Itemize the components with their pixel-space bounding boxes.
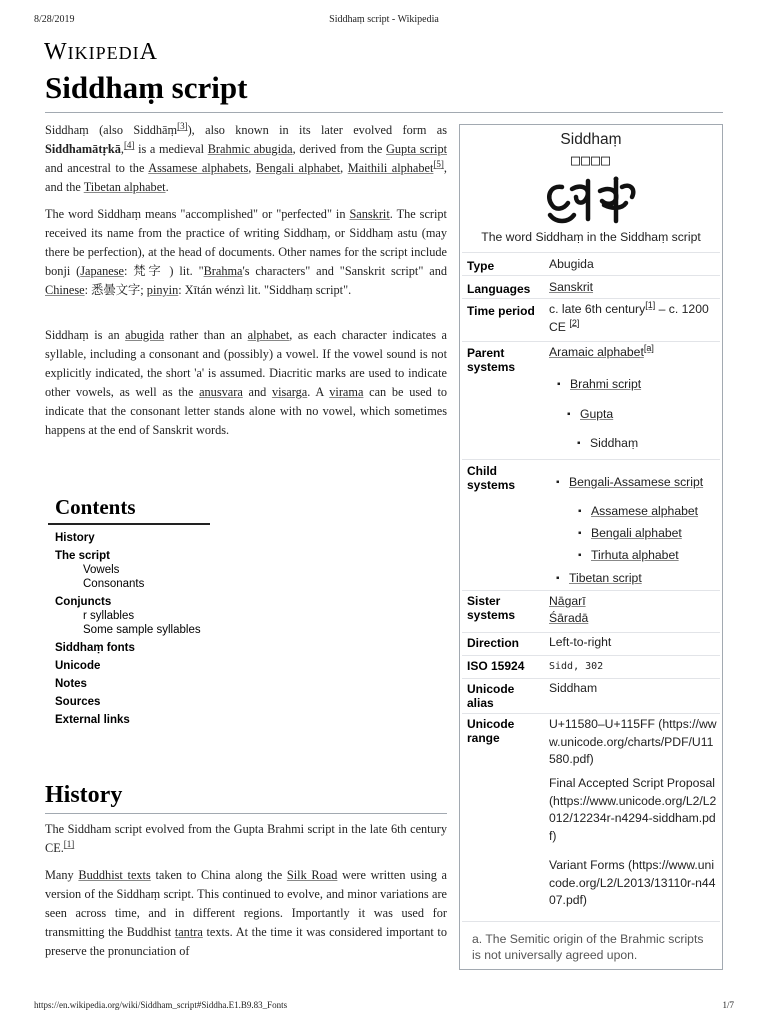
infobox-row-unicode-alias: [462, 678, 720, 713]
text: is a medieval: [134, 142, 208, 156]
text: , as each character indicates a syllable, including a consonant and (possibly) a vowel. If the vowel sound is not explicitly indicated, the short 'a' is assumed. Diacritic marks are used to indicate other vowels, as well as the: [45, 328, 447, 399]
link-brahmic-abugida[interactable]: Brahmic abugida: [207, 142, 293, 156]
text: texts. At the time it was considered important to preserve the pronunciation of: [45, 925, 447, 958]
infobox-row-child-systems: [462, 459, 720, 590]
text: and: [242, 385, 272, 399]
sister-sarada[interactable]: Śāradā: [549, 611, 589, 625]
toc-item-external-links[interactable]: External links: [55, 714, 130, 726]
infobox-row-direction: [462, 632, 720, 655]
table-of-contents: [48, 486, 213, 726]
text: The word Siddhaṃ means "accomplished" or "perfected" in: [45, 207, 350, 221]
note-text: The Semitic origin of the Brahmic scripts is not universally agreed upon.: [472, 932, 704, 962]
parent-systems-label: Parent systems: [467, 346, 516, 374]
text: c. late 6th century: [549, 302, 646, 316]
link-tibetan-alphabet[interactable]: Tibetan alphabet: [83, 180, 166, 194]
citation-1[interactable]: [1]: [63, 838, 75, 849]
link-assamese-alphabets[interactable]: Assamese alphabets: [148, 161, 249, 175]
citation-3[interactable]: [3]: [177, 120, 188, 131]
infobox-row-iso: [462, 655, 720, 678]
iso-value: Sidd, 302: [549, 661, 604, 672]
time-period-label: Time period: [467, 304, 535, 318]
intro-paragraph-2: [45, 205, 447, 300]
print-date: 8/28/2019: [34, 14, 75, 25]
text: ,: [248, 161, 256, 175]
link-aramaic-alphabet[interactable]: Aramaic alphabet: [549, 345, 644, 359]
history-heading: History: [45, 782, 123, 808]
child-assamese-alphabet[interactable]: ▪ Assamese alphabet: [591, 503, 698, 519]
link-anusvara[interactable]: anusvara: [199, 385, 243, 399]
logo-first: W: [44, 39, 68, 65]
link-virama[interactable]: virama: [329, 385, 364, 399]
toc-item-conjuncts[interactable]: Conjuncts: [55, 596, 112, 608]
direction-label: Direction: [467, 636, 520, 650]
link-tantra[interactable]: tantra: [174, 925, 203, 939]
citation-2[interactable]: [2]: [569, 317, 580, 328]
bold-name: Siddhamātṛkā: [45, 142, 121, 156]
child-tirhuta-alphabet[interactable]: ▪ Tirhuta alphabet: [591, 547, 679, 563]
child-systems-label: Child systems: [467, 464, 516, 492]
text: – c. 1200 CE: [549, 302, 709, 334]
text: .: [165, 180, 169, 194]
sister-systems-label: Sister systems: [467, 594, 516, 622]
toc-item-sample-syllables[interactable]: Some sample syllables: [83, 624, 201, 636]
parent-root: [549, 344, 717, 362]
infobox-note-a: [472, 931, 712, 963]
note-marker: a.: [472, 932, 483, 946]
text: , and the: [45, 161, 447, 194]
child-tibetan-script[interactable]: ▪ Tibetan script: [569, 570, 642, 586]
text: Siddhaṃ (also Siddhāṃ: [45, 123, 178, 137]
infobox-row-unicode-range: [462, 713, 720, 921]
unicode-range-chart[interactable]: U+11580–U+115FF (https://www.unicode.org/charts/PDF/U11580.pdf): [549, 717, 717, 766]
text: : Xītán wénzì lit. "Siddhaṃ script".: [178, 283, 352, 297]
infobox-notes-divider: [462, 921, 720, 922]
languages-label: Languages: [467, 282, 531, 296]
wikipedia-logo[interactable]: [44, 39, 158, 66]
type-label: Type: [467, 259, 495, 273]
text: 's characters" and "Sanskrit script" and: [242, 264, 447, 278]
link-gupta-script[interactable]: Gupta script: [386, 142, 448, 156]
link-brahma[interactable]: Brahma: [203, 264, 243, 278]
link-chinese[interactable]: Chinese: [45, 283, 85, 297]
infobox-row-sister-systems: [462, 590, 720, 632]
title-divider: [45, 112, 723, 113]
link-visarga[interactable]: visarga: [271, 385, 308, 399]
link-pinyin[interactable]: pinyin: [146, 283, 179, 297]
link-buddhist-texts[interactable]: Buddhist texts: [78, 868, 151, 882]
text: rather than an: [164, 328, 248, 342]
citation-4[interactable]: [4]: [123, 139, 135, 150]
text: taken to China along the: [150, 868, 287, 882]
unicode-alias-label: Unicode alias: [467, 682, 515, 710]
languages-value-link[interactable]: Sanskrit: [549, 280, 594, 294]
time-period-value: [549, 301, 717, 336]
link-maithili-alphabet[interactable]: Maithili alphabet: [347, 161, 434, 175]
parent-gupta[interactable]: ▪ Gupta: [580, 406, 613, 422]
parent-brahmi-script[interactable]: ▪ Brahmi script: [570, 376, 641, 392]
link-japanese[interactable]: Japanese: [80, 264, 124, 278]
iso-label: ISO 15924: [467, 659, 525, 673]
link-alphabet[interactable]: alphabet: [247, 328, 290, 342]
history-divider: [45, 813, 447, 814]
text: ,: [340, 161, 348, 175]
intro-paragraph-3: [45, 326, 447, 440]
text: . A: [307, 385, 330, 399]
infobox-caption: The word Siddhaṃ in the Siddhaṃ script: [481, 230, 701, 244]
parent-siddham: ▪ Siddhaṃ: [590, 435, 638, 451]
text: . The script received its name from the practice of writing Siddhaṃ, or Siddhaṃ astu (may there be perfection), at the head of documents. Other names for the script include bonji (: [45, 207, 447, 278]
toc-item-the-script[interactable]: The script: [55, 550, 110, 562]
sister-nagari[interactable]: Nāgarī: [549, 594, 586, 608]
text: : 梵字 ) lit. ": [123, 264, 204, 278]
siddham-script-image: [542, 175, 642, 227]
text: , derived from the: [292, 142, 387, 156]
print-doc-title: Siddhaṃ script - Wikipedia: [329, 14, 439, 25]
text: and ancestral to the: [45, 161, 149, 175]
text: Many: [45, 868, 79, 882]
toc-item-sources[interactable]: Sources: [55, 696, 101, 708]
link-sanskrit[interactable]: Sanskrit: [349, 207, 390, 221]
note-a-ref[interactable]: [a]: [643, 342, 654, 353]
infobox-row-parent-systems: [462, 341, 720, 459]
print-page-number: 1/7: [722, 1000, 734, 1010]
text: were written using a version of the Siddhaṃ script. This continued to evolve, and minor variations are seen across time, and in different regions. Importantly it was used for transmitting the Buddhist: [45, 868, 448, 939]
toc-item-consonants[interactable]: Consonants: [83, 578, 145, 590]
infobox-title: Siddhaṃ: [560, 131, 622, 148]
logo-last: A: [139, 39, 158, 65]
citation-1[interactable]: [1]: [645, 299, 656, 310]
toc-item-vowels[interactable]: Vowels: [83, 564, 120, 576]
toc-item-unicode[interactable]: Unicode: [55, 660, 101, 672]
toc-item-r-syllables[interactable]: r syllables: [83, 610, 135, 622]
infobox: [459, 124, 723, 970]
page-title: Siddhaṃ script: [45, 70, 248, 105]
text: The Siddham script evolved from the Gupta Brahmi script in the late 6th century CE.: [45, 822, 447, 855]
text: Siddhaṃ is an: [45, 328, 126, 342]
toc-item-notes[interactable]: Notes: [55, 678, 87, 690]
infobox-native-name: □□□□: [570, 151, 612, 169]
direction-value: Left-to-right: [549, 635, 612, 649]
type-value: Abugida: [549, 257, 594, 271]
print-url: https://en.wikipedia.org/wiki/Siddham_script#Siddha.E1.B9.83_Fonts: [34, 1000, 288, 1010]
logo-rest: IKIPEDI: [67, 43, 140, 63]
unicode-range-variants[interactable]: Variant Forms (https://www.unicode.org/L2/L2013/13110r-n4407.pdf): [549, 858, 716, 907]
link-silk-road[interactable]: Silk Road: [286, 868, 338, 882]
child-bengali-alphabet[interactable]: ▪ Bengali alphabet: [591, 525, 682, 541]
text: ), also known in its later evolved form as: [187, 123, 447, 137]
history-paragraph-2: [45, 866, 447, 961]
link-abugida[interactable]: abugida: [125, 328, 165, 342]
child-bengali-assamese[interactable]: ▪ Bengali-Assamese script: [569, 474, 703, 490]
unicode-range-label: Unicode range: [467, 717, 515, 745]
infobox-row-languages: [462, 275, 720, 298]
toc-item-siddham-fonts[interactable]: Siddhaṃ fonts: [55, 642, 135, 654]
infobox-row-time-period: [462, 298, 720, 341]
text: can be used to indicate that the consonant letter stands alone with no vowel, which sometimes happens at the end of Sanskrit words.: [45, 385, 448, 437]
link-bengali-alphabet[interactable]: Bengali alphabet: [255, 161, 341, 175]
toc-item-history[interactable]: History: [55, 532, 95, 544]
text: : 悉曇文字;: [84, 283, 147, 297]
text: ,: [120, 142, 124, 156]
infobox-row-type: [462, 252, 720, 275]
intro-paragraph-1: [45, 121, 447, 197]
unicode-alias-value: Siddham: [549, 681, 598, 695]
citation-5[interactable]: [5]: [433, 158, 444, 169]
unicode-range-proposal[interactable]: Final Accepted Script Proposal (https://www.unicode.org/L2/L2012/12234r-n4294-siddham.pdf): [549, 776, 717, 843]
toc-list: [48, 532, 213, 726]
history-paragraph-1: [45, 820, 447, 858]
toc-title: Contents: [48, 486, 210, 525]
